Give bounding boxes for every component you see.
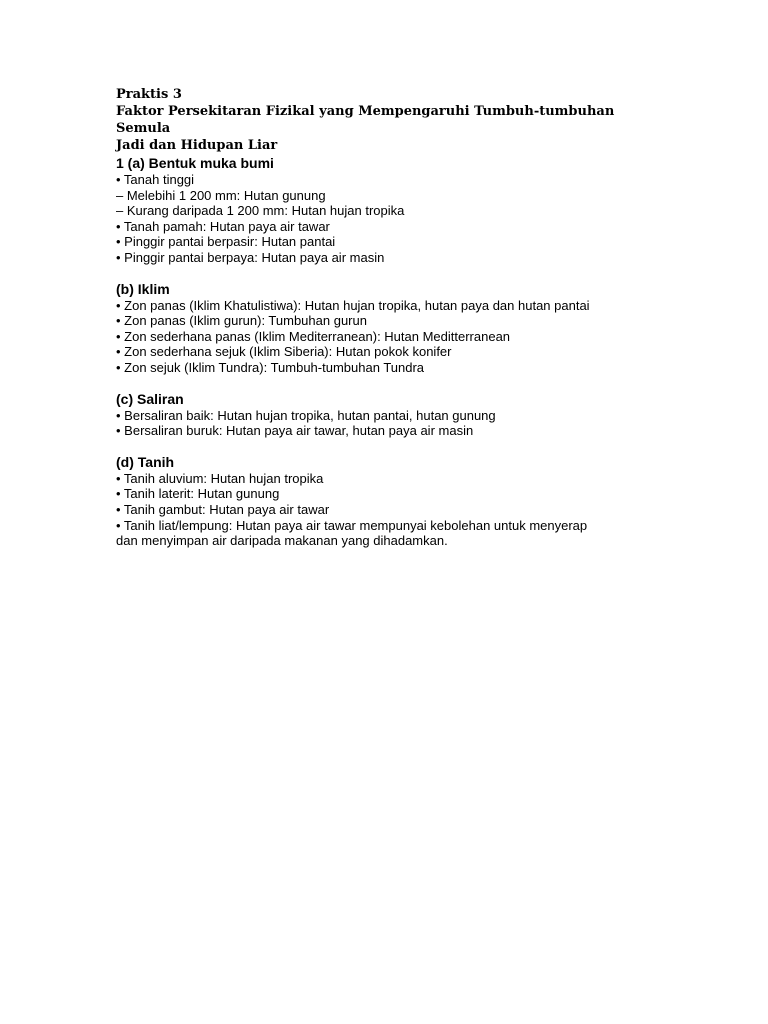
list-item: • Zon sederhana sejuk (Iklim Siberia): Hutan pokok konifer [116,344,452,360]
topic-title-line-1: Faktor Persekitaran Fizikal yang Mempengaruhi Tumbuh-tumbuhan Semula [116,104,615,136]
topic-title-line-2: Jadi dan Hidupan Liar [116,138,278,153]
list-item: • Zon panas (Iklim Khatulistiwa): Hutan hujan tropika, hutan paya dan hutan pantai [116,297,590,313]
section-saliran [116,390,656,439]
section-tanih [116,453,656,549]
list-item: • Tanih laterit: Hutan gunung [116,486,280,502]
list-item: • Pinggir pantai berpaya: Hutan paya air masin [116,249,385,265]
list-item: • Zon sejuk (Iklim Tundra): Tumbuh-tumbuhan Tundra [116,359,425,375]
list-item: • Pinggir pantai berpasir: Hutan pantai [116,234,336,250]
list-item: dan menyimpan air daripada makanan yang dihadamkan. [116,533,448,549]
section-heading: (c) Saliran [116,390,184,407]
list-item: • Zon sederhana panas (Iklim Mediterranean): Hutan Meditterranean [116,328,511,344]
section-heading: (d) Tanih [116,453,175,470]
list-item: • Tanah tinggi [116,172,195,187]
section-heading: 1 (a) Bentuk muka bumi [116,155,274,171]
list-item: • Tanih gambut: Hutan paya air tawar [116,501,330,517]
section-iklim [116,280,656,376]
list-item: • Tanah pamah: Hutan paya air tawar [116,218,330,234]
practice-title: Praktis 3 [116,87,182,102]
list-item: • Tanih liat/lempung: Hutan paya air tawar mempunyai kebolehan untuk menyerap [116,517,588,533]
list-item: – Melebihi 1 200 mm: Hutan gunung [116,187,326,203]
list-item: • Zon panas (Iklim gurun): Tumbuhan gurun [116,313,367,329]
list-item: – Kurang daripada 1 200 mm: Hutan hujan tropika [116,203,405,219]
section-heading: (b) Iklim [116,280,170,297]
list-item: • Bersaliran buruk: Hutan paya air tawar, hutan paya air masin [116,423,474,439]
section-bentuk-muka-bumi [116,154,656,266]
document-page [116,86,656,549]
list-item: • Tanih aluvium: Hutan hujan tropika [116,470,324,486]
list-item: • Bersaliran baik: Hutan hujan tropika, hutan pantai, hutan gunung [116,407,496,423]
